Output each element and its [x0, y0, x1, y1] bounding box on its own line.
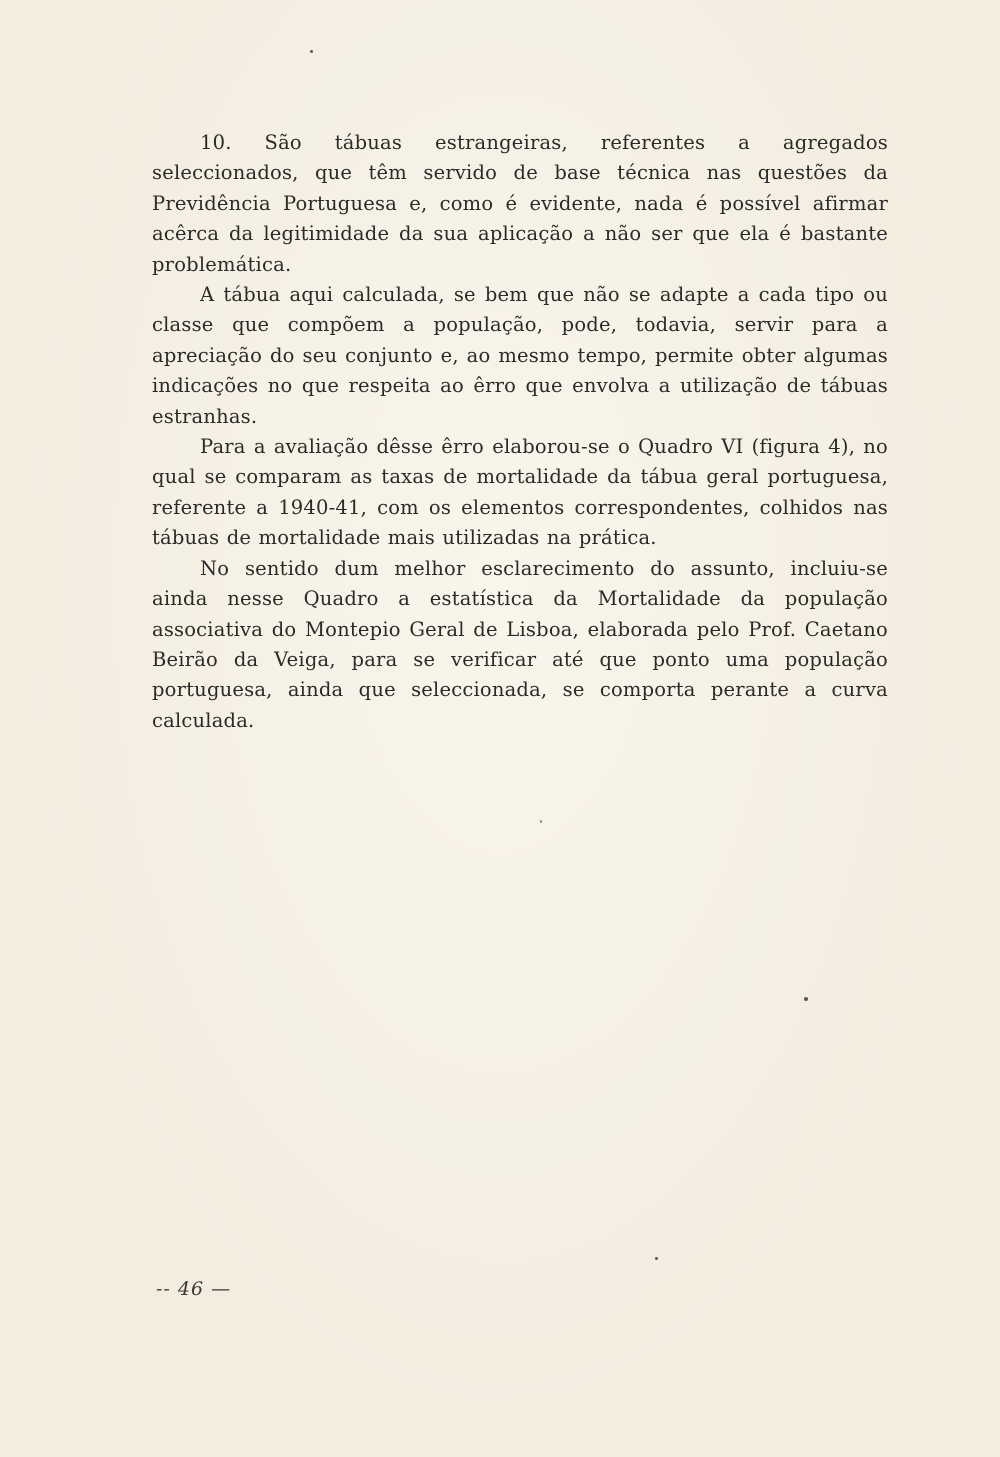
- paragraph-1: 10. São tábuas estrangeiras, referentes a agregados seleccionados, que têm servido de base técnica nas questões da Previdência Portuguesa e, como é evidente, nada é possível afirmar acêrca da legitimidade da sua aplicação a não ser que ela é bastante problemática.: [152, 131, 888, 276]
- paper-speck: [540, 820, 542, 823]
- paragraph-4: No sentido dum melhor esclarecimento do assunto, incluiu-se ainda nesse Quadro a estatística da Mortalidade da população associativa do Montepio Geral de Lisboa, elaborada pelo Prof. Caetano Beirão da Veiga, para se verificar até que ponto uma população portuguesa, ainda que seleccionada, se comporta perante a curva calculada.: [152, 556, 888, 732]
- paragraph-3: Para a avaliação dêsse êrro elaborou-se o Quadro VI (figura 4), no qual se comparam as taxas de mortalidade da tábua geral portuguesa, referente a 1940-41, com os elementos correspondentes, colhidos nas tábuas de mortalidade mais utilizadas na prática.: [152, 435, 888, 550]
- body-text: [152, 128, 888, 736]
- paper-speck: [655, 1257, 658, 1260]
- page-number: -- 46 —: [156, 1278, 232, 1300]
- paragraph-2: A tábua aqui calculada, se bem que não se adapte a cada tipo ou classe que compõem a população, pode, todavia, servir para a apreciação do seu conjunto e, ao mesmo tempo, permite obter algumas indicações no que respeita ao êrro que envolva a utilização de tábuas estranhas.: [152, 283, 888, 428]
- paper-speck: [310, 50, 313, 53]
- paper-speck: [804, 997, 808, 1001]
